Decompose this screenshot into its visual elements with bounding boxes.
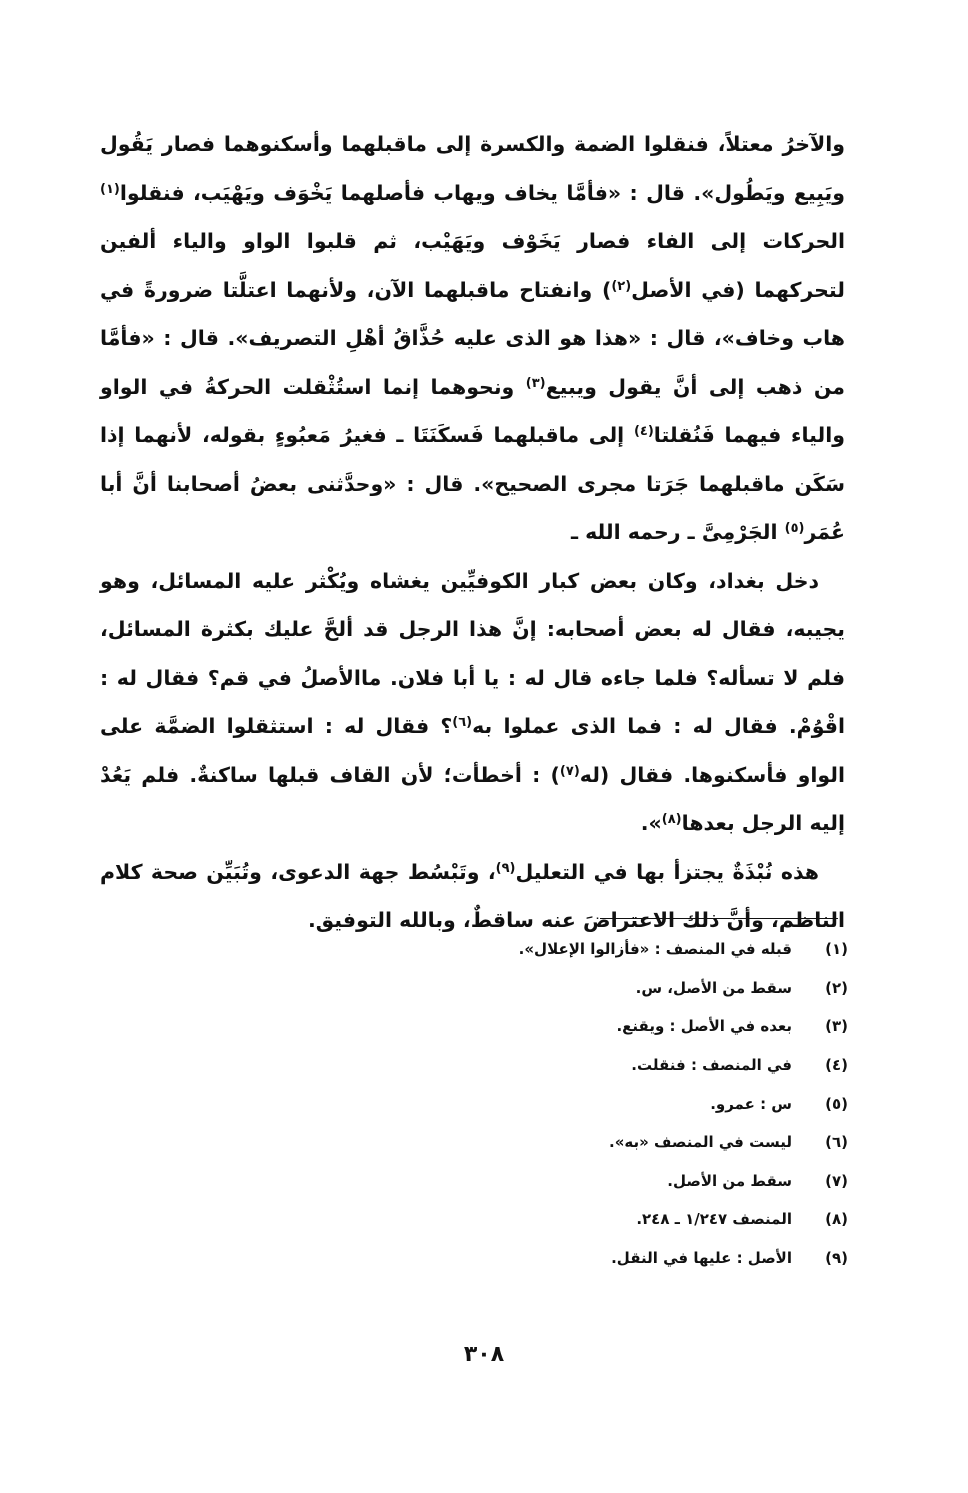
text-run: ونحوهما إنما استُثْقلت الحركةُ في الواو والياء فيهما فَنُقلتا xyxy=(100,374,845,447)
footnote-marker: (٥) xyxy=(784,521,805,536)
paragraph-2 xyxy=(100,557,845,848)
text-run: ». xyxy=(640,811,662,835)
footnote-item xyxy=(300,1162,850,1201)
footnote-number: (٨) xyxy=(825,1210,848,1229)
footnote-marker: (٢) xyxy=(611,278,632,294)
text-run: والآخرُ معتلاً، فنقلوا الضمة والكسرة إلى ماقبلهما وأسكنوهما فصار يَقُول ويَبِيع ويَطُول». قال : «فأمَّا يخاف ويهاب فأصلهما يَخْوَف ويَهْيَب، فنقلوا xyxy=(100,132,845,205)
footnote-number: (٢) xyxy=(825,978,848,997)
footnote-number: (٥) xyxy=(825,1094,848,1113)
text-run: ؟ فقال له : استثقلوا الضمَّة على الواو فأسكنوها. فقال (له xyxy=(100,714,845,787)
footnote-marker: (٤) xyxy=(633,424,654,439)
footnote-item xyxy=(300,1200,850,1239)
text-run: ) وانفتاح ماقبلهما الآن، ولأنهما اعتلَّتا ضرورةً في هاب وخاف»، قال : «هذا هو الذى عليه حُذَّاقُ أهْلِ التصريف». قال : «فأمَّا من ذهب إلى أنَّ يقول ويبيع xyxy=(100,277,845,399)
footnote-text: في المنصف : فنقلت. xyxy=(631,1056,792,1075)
footnote-number: (٤) xyxy=(825,1056,848,1075)
footnote-item xyxy=(300,930,850,969)
text-run: الحركات إلى الفاء فصار يَخَوْف ويَهَيْب، ثم قلبوا الواو والياء ألفين لتحركهما (في الأصل xyxy=(100,229,845,302)
footnote-item xyxy=(300,1123,850,1162)
footnote-item xyxy=(300,1007,850,1046)
footnote-text: الأصل : عليها في النقل. xyxy=(611,1249,792,1268)
footnote-number: (٦) xyxy=(825,1133,848,1152)
footnote-item xyxy=(300,1046,850,1085)
text-run: دخل بغداد، وكان بعض كبار الكوفيِّين يغشاه ويُكْثر عليه المسائل، وهو يجيبه، فقال له بعض أصحابه: إنَّ هذا الرجل قد ألحَّ عليك بكثرة المسائل، فلم لا تسأله؟ فلما جاءه قال له : يا أبا فلان. ماالأصلُ في قم؟ فقال له : اقْوُمْ. فقال له : فما الذى عملوا به xyxy=(100,568,846,738)
footnote-number: (٧) xyxy=(825,1171,848,1190)
footnote-item xyxy=(300,1084,850,1123)
footnote-marker: (٧) xyxy=(559,763,580,779)
footnote-text: سقط من الأصل، س. xyxy=(635,978,792,997)
footnote-separator xyxy=(600,918,838,919)
text-run: هذه نُبْذَةٌ يجتزأ بها في التعليل xyxy=(515,859,820,884)
text-run: إلى ماقبلهما فَسكَنَتَا ـ فغيرُ مَعبُوءٍ بقوله، لأنهما إذا سَكَن ماقبلهما جَرَتا مجرى الصحيح». قال : «وحدَّثنى بعضُ أصحابنا أنَّ أبا عُمَر xyxy=(100,423,845,544)
text-run: ، وتَبْسُط جهة الدعوى، وتُبَيِّن صحة كلام الناظم، وأنَّ ذلك الاعتراضَ عنه ساقطٌ، وبالله التوفيق. xyxy=(100,859,845,932)
footnote-marker: (١) xyxy=(100,181,120,197)
footnotes-list xyxy=(300,930,850,1277)
footnote-text: قبله في المنصف : «فأزالوا الإعلال». xyxy=(518,940,792,959)
footnote-number: (٣) xyxy=(825,1017,848,1036)
footnote-number: (٩) xyxy=(825,1249,848,1268)
footnote-item xyxy=(300,969,850,1008)
footnote-item xyxy=(300,1239,850,1278)
footnote-marker: (٦) xyxy=(452,715,473,730)
footnote-marker: (٩) xyxy=(495,860,516,876)
page-number: ٣٠٨ xyxy=(463,1342,505,1367)
footnote-text: بعده في الأصل : ويقنع. xyxy=(616,1017,792,1036)
footnote-marker: (٨) xyxy=(661,812,682,827)
footnote-marker: (٣) xyxy=(525,375,546,391)
footnote-text: سقط من الأصل. xyxy=(667,1171,792,1190)
footnote-text: س : عمرو. xyxy=(710,1094,792,1113)
paragraph-1 xyxy=(100,120,845,557)
main-text xyxy=(100,120,845,945)
footnote-number: (١) xyxy=(825,940,848,959)
footnote-text: المنصف ١/٢٤٧ ـ ٢٤٨. xyxy=(636,1210,792,1229)
footnote-text: ليست في المنصف «به». xyxy=(609,1133,792,1152)
text-run: الجَرْمِىَّ ـ رحمه الله ـ xyxy=(570,520,785,544)
text-run: ) : أخطأت؛ لأن القاف قبلها ساكنةٌ. فلم يَعُدْ إليه الرجل بعدها xyxy=(100,762,845,835)
